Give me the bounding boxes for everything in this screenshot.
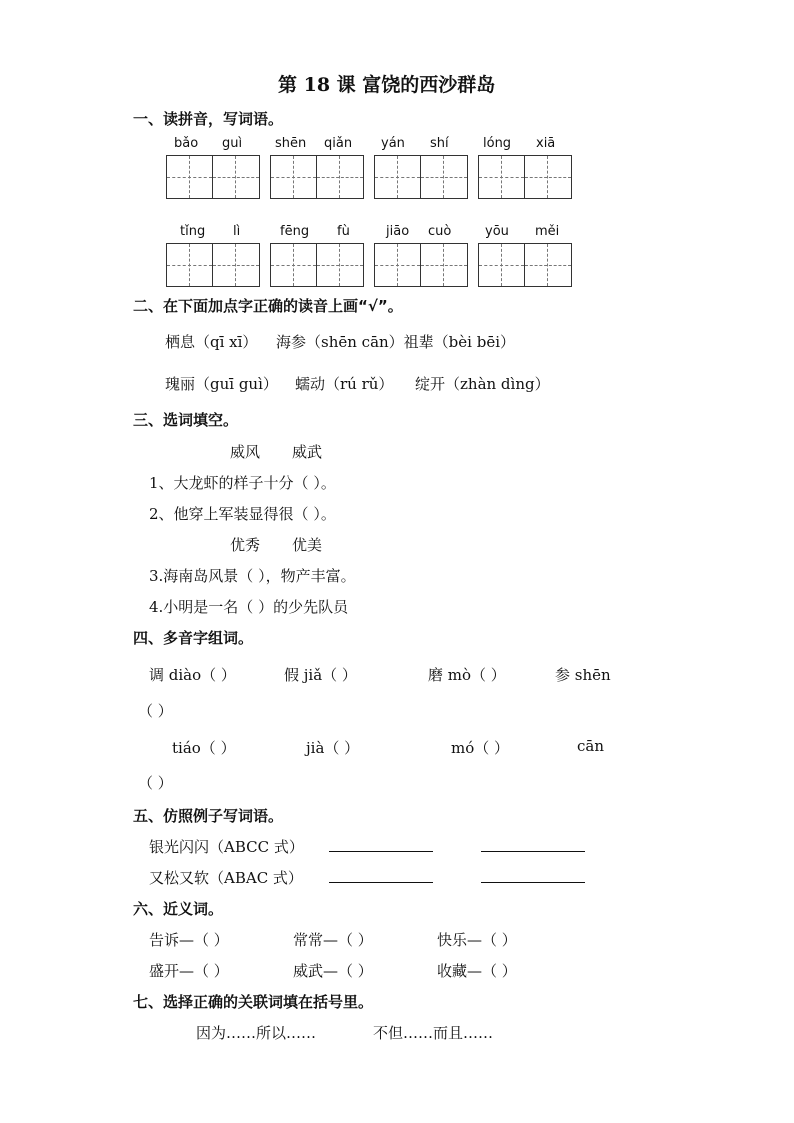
pinyin: tǐng bbox=[180, 224, 206, 239]
question: 2、他穿上军装显得很（ ）。 bbox=[149, 505, 336, 523]
pinyin: xiā bbox=[536, 136, 556, 151]
pinyin: měi bbox=[535, 224, 560, 239]
pinyin: lóng bbox=[483, 136, 512, 151]
answer-line[interactable] bbox=[329, 851, 433, 852]
reading-item: 绽开（zhàn dìng） bbox=[415, 375, 550, 393]
polyphone-item: jià（ ） bbox=[306, 739, 360, 757]
word-option: 优秀 bbox=[230, 536, 261, 554]
synonym-item: 收藏—（ ） bbox=[437, 962, 517, 980]
polyphone-item: mó（ ） bbox=[451, 739, 510, 757]
polyphone-item: 参 shēn bbox=[555, 666, 611, 684]
pinyin: fēng bbox=[280, 224, 310, 239]
polyphone-item: 调 diào（ ） bbox=[149, 666, 236, 684]
word-option: 威武 bbox=[292, 443, 323, 461]
page-title: 第 18 课 富饶的西沙群岛 bbox=[278, 74, 496, 96]
section-2-heading: 二、在下面加点字正确的读音上画“√”。 bbox=[133, 297, 403, 315]
example-item: 又松又软（ABAC 式） bbox=[149, 869, 303, 887]
polyphone-item: cān bbox=[577, 737, 605, 755]
answer-line[interactable] bbox=[481, 882, 585, 883]
writing-grid[interactable] bbox=[270, 155, 364, 199]
synonym-item: 威武—（ ） bbox=[293, 962, 373, 980]
section-3-heading: 三、选词填空。 bbox=[133, 411, 239, 429]
writing-grid[interactable] bbox=[478, 155, 572, 199]
question: 1、大龙虾的样子十分（ ）。 bbox=[149, 474, 336, 492]
section-5-heading: 五、仿照例子写词语。 bbox=[133, 807, 284, 825]
polyphone-item: tiáo（ ） bbox=[172, 739, 236, 757]
example-item: 银光闪闪（ABCC 式） bbox=[149, 838, 304, 856]
pinyin: guì bbox=[222, 136, 243, 151]
section-6-heading: 六、近义词。 bbox=[133, 900, 224, 918]
section-1-heading: 一、读拼音，写词语。 bbox=[133, 110, 284, 128]
synonym-item: 常常—（ ） bbox=[293, 931, 373, 949]
pinyin: shí bbox=[430, 136, 449, 151]
polyphone-item: 磨 mò（ ） bbox=[428, 666, 506, 684]
pinyin: qiǎn bbox=[324, 136, 353, 151]
question: 4.小明是一名（ ）的少先队员 bbox=[149, 598, 349, 616]
reading-item: 瑰丽（guī guì） bbox=[165, 375, 278, 393]
pinyin: lì bbox=[233, 224, 241, 239]
writing-grid[interactable] bbox=[166, 155, 260, 199]
polyphone-item: 假 jiǎ（ ） bbox=[284, 666, 357, 684]
pinyin: yōu bbox=[485, 224, 509, 239]
section-7-heading: 七、选择正确的关联词填在括号里。 bbox=[133, 993, 374, 1011]
writing-grid[interactable] bbox=[374, 155, 468, 199]
polyphone-item: （ ） bbox=[138, 702, 173, 720]
pinyin: yán bbox=[381, 136, 405, 151]
reading-item: 蠕动（rú rǔ） bbox=[295, 375, 394, 393]
writing-grid[interactable] bbox=[166, 243, 260, 287]
writing-grid[interactable] bbox=[270, 243, 364, 287]
reading-item: 栖息（qī xī） bbox=[165, 333, 258, 351]
synonym-item: 盛开—（ ） bbox=[149, 962, 229, 980]
word-option: 优美 bbox=[292, 536, 323, 554]
writing-grid[interactable] bbox=[374, 243, 468, 287]
reading-item: 海参（shēn cān）祖辈（bèi bēi） bbox=[276, 333, 515, 351]
section-4-heading: 四、多音字组词。 bbox=[133, 629, 254, 647]
pinyin: cuò bbox=[428, 224, 452, 239]
conjunction-option: 不但……而且…… bbox=[373, 1024, 494, 1042]
synonym-item: 告诉—（ ） bbox=[149, 931, 229, 949]
pinyin: shēn bbox=[275, 136, 307, 151]
pinyin: bǎo bbox=[174, 136, 199, 151]
synonym-item: 快乐—（ ） bbox=[437, 931, 517, 949]
pinyin: jiāo bbox=[386, 224, 410, 239]
answer-line[interactable] bbox=[481, 851, 585, 852]
conjunction-option: 因为……所以…… bbox=[196, 1024, 317, 1042]
writing-grid[interactable] bbox=[478, 243, 572, 287]
answer-line[interactable] bbox=[329, 882, 433, 883]
word-option: 威风 bbox=[230, 443, 261, 461]
pinyin: fù bbox=[337, 224, 350, 239]
question: 3.海南岛风景（ ），物产丰富。 bbox=[149, 567, 356, 585]
polyphone-item: （ ） bbox=[138, 774, 173, 792]
